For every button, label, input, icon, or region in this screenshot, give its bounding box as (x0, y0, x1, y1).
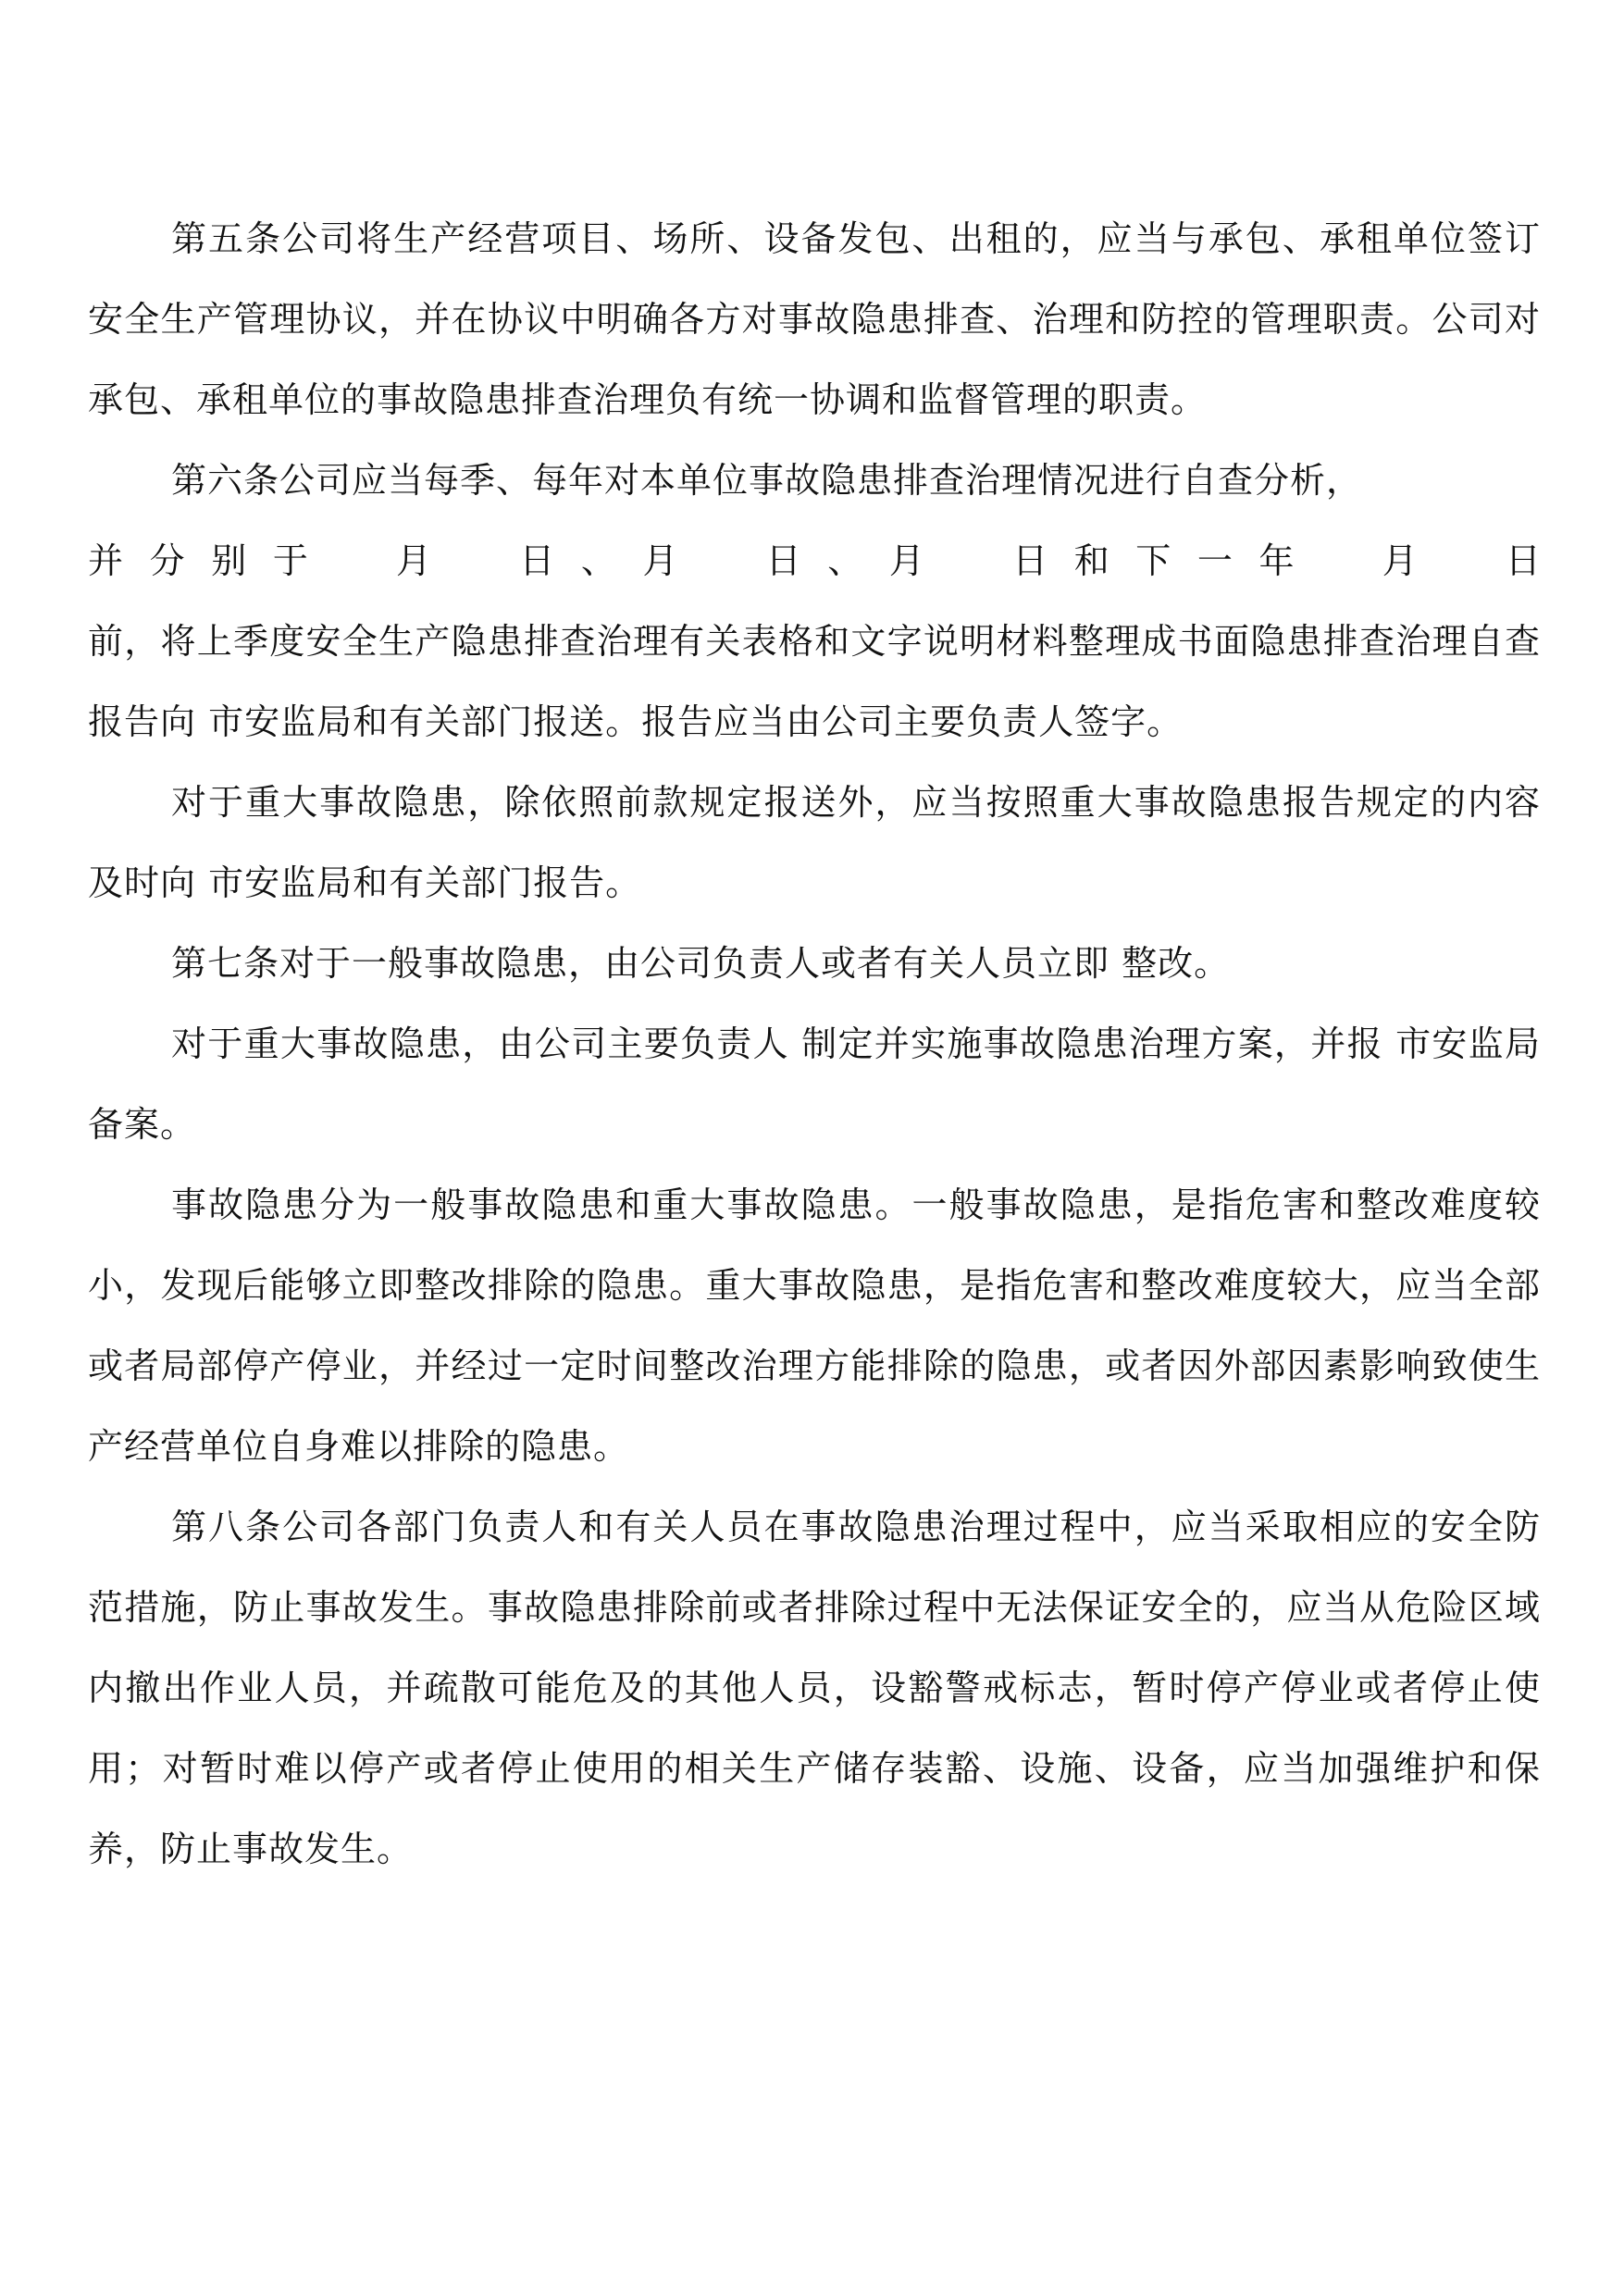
dates-line-char (458, 521, 493, 602)
paragraph-article-6-rest: 前，将上季度安全生产隐患排查治理有关表格和文字说明材料整理成书面隐患排查治理自查报告向 市安监局和有关部门报送。报告应当由公司主要负责人签字。 (88, 621, 1541, 742)
dates-line-char (1444, 521, 1479, 602)
dates-line-char: 别 (211, 540, 247, 581)
dates-line-char: 于 (272, 540, 308, 581)
dates-line-char: 、 (580, 540, 616, 581)
paragraph-hazard-classification: 事故隐患分为一般事故隐患和重大事故隐患。一般事故隐患，是指危害和整改难度较小，发现后能够立即整改排除的隐患。重大事故隐患，是指危害和整改难度较大，应当全部或者局部停产停业，并经过一定时间整改治理方能排除的隐患，或者因外部因素影响致使生产经营单位自身难以排除的隐患。 (88, 1185, 1541, 1467)
paragraph-article-7: 第七条对于一般事故隐患，由公司负责人或者有关人员立即 整改。 (171, 943, 1231, 984)
dates-line-char: 分 (149, 540, 185, 581)
paragraph-article-6-dates-line (88, 521, 1541, 602)
dates-line-char (334, 521, 369, 602)
paragraph-article-8: 第八条公司各部门负责人和有关人员在事故隐患治理过程中，应当采取相应的安全防范措施，防止事故发生。事故隐患排除前或者排除过程中无法保证安全的，应当从危险区域内撤出作业人员，并疏散可能危及的其他人员，设豁警戒标志，暂时停产停业或者停止使用；对暂时难以停产或者停止使用的相关生产储存装豁、设施、设备，应当加强维护和保养，防止事故发生。 (88, 1507, 1541, 1869)
dates-line-char: 月 (1382, 540, 1418, 581)
dates-line-char (1320, 521, 1356, 602)
dates-line-char: 月 (642, 540, 678, 581)
document-body (88, 199, 1541, 1890)
paragraph-major-hazard-report: 对于重大事故隐患，除依照前款规定报送外，应当按照重大事故隐患报告规定的内容及时向 市安监局和有关部门报告。 (88, 782, 1541, 903)
dates-line-char (704, 521, 739, 602)
dates-line-char: 和 (1073, 540, 1110, 581)
dates-line-char: 并 (88, 540, 124, 581)
paragraph-article-5: 第五条公司将生产经营项目、场所、设备发包、出租的，应当与承包、承租单位签订安全生产管理协议，并在协议中明确各方对事故隐患排查、治理和防控的管理职责。公司对承包、承租单位的事故隐患排查治理负有统一协调和监督管理的职责。 (88, 218, 1541, 420)
dates-line-char: 日 (1012, 540, 1048, 581)
dates-line-char: 一 (1196, 540, 1233, 581)
dates-line-char: 月 (396, 540, 432, 581)
dates-line-char: 日 (1505, 540, 1541, 581)
paragraph-article-6-intro: 第六条公司应当每季、每年对本单位事故隐患排查治理情况进行自查分析， (171, 460, 1363, 501)
dates-line-char: 年 (1258, 540, 1295, 581)
dates-line-char: 日 (765, 540, 801, 581)
dates-line-char (950, 521, 986, 602)
paragraph-major-hazard-plan: 对于重大事故隐患，由公司主要负责人 制定并实施事故隐患治理方案，并报 市安监局备案。 (88, 1023, 1541, 1145)
dates-line-char: 月 (888, 540, 924, 581)
dates-line-char: 日 (519, 540, 555, 581)
dates-line-char: 、 (827, 540, 863, 581)
dates-line-char: 下 (1135, 540, 1172, 581)
